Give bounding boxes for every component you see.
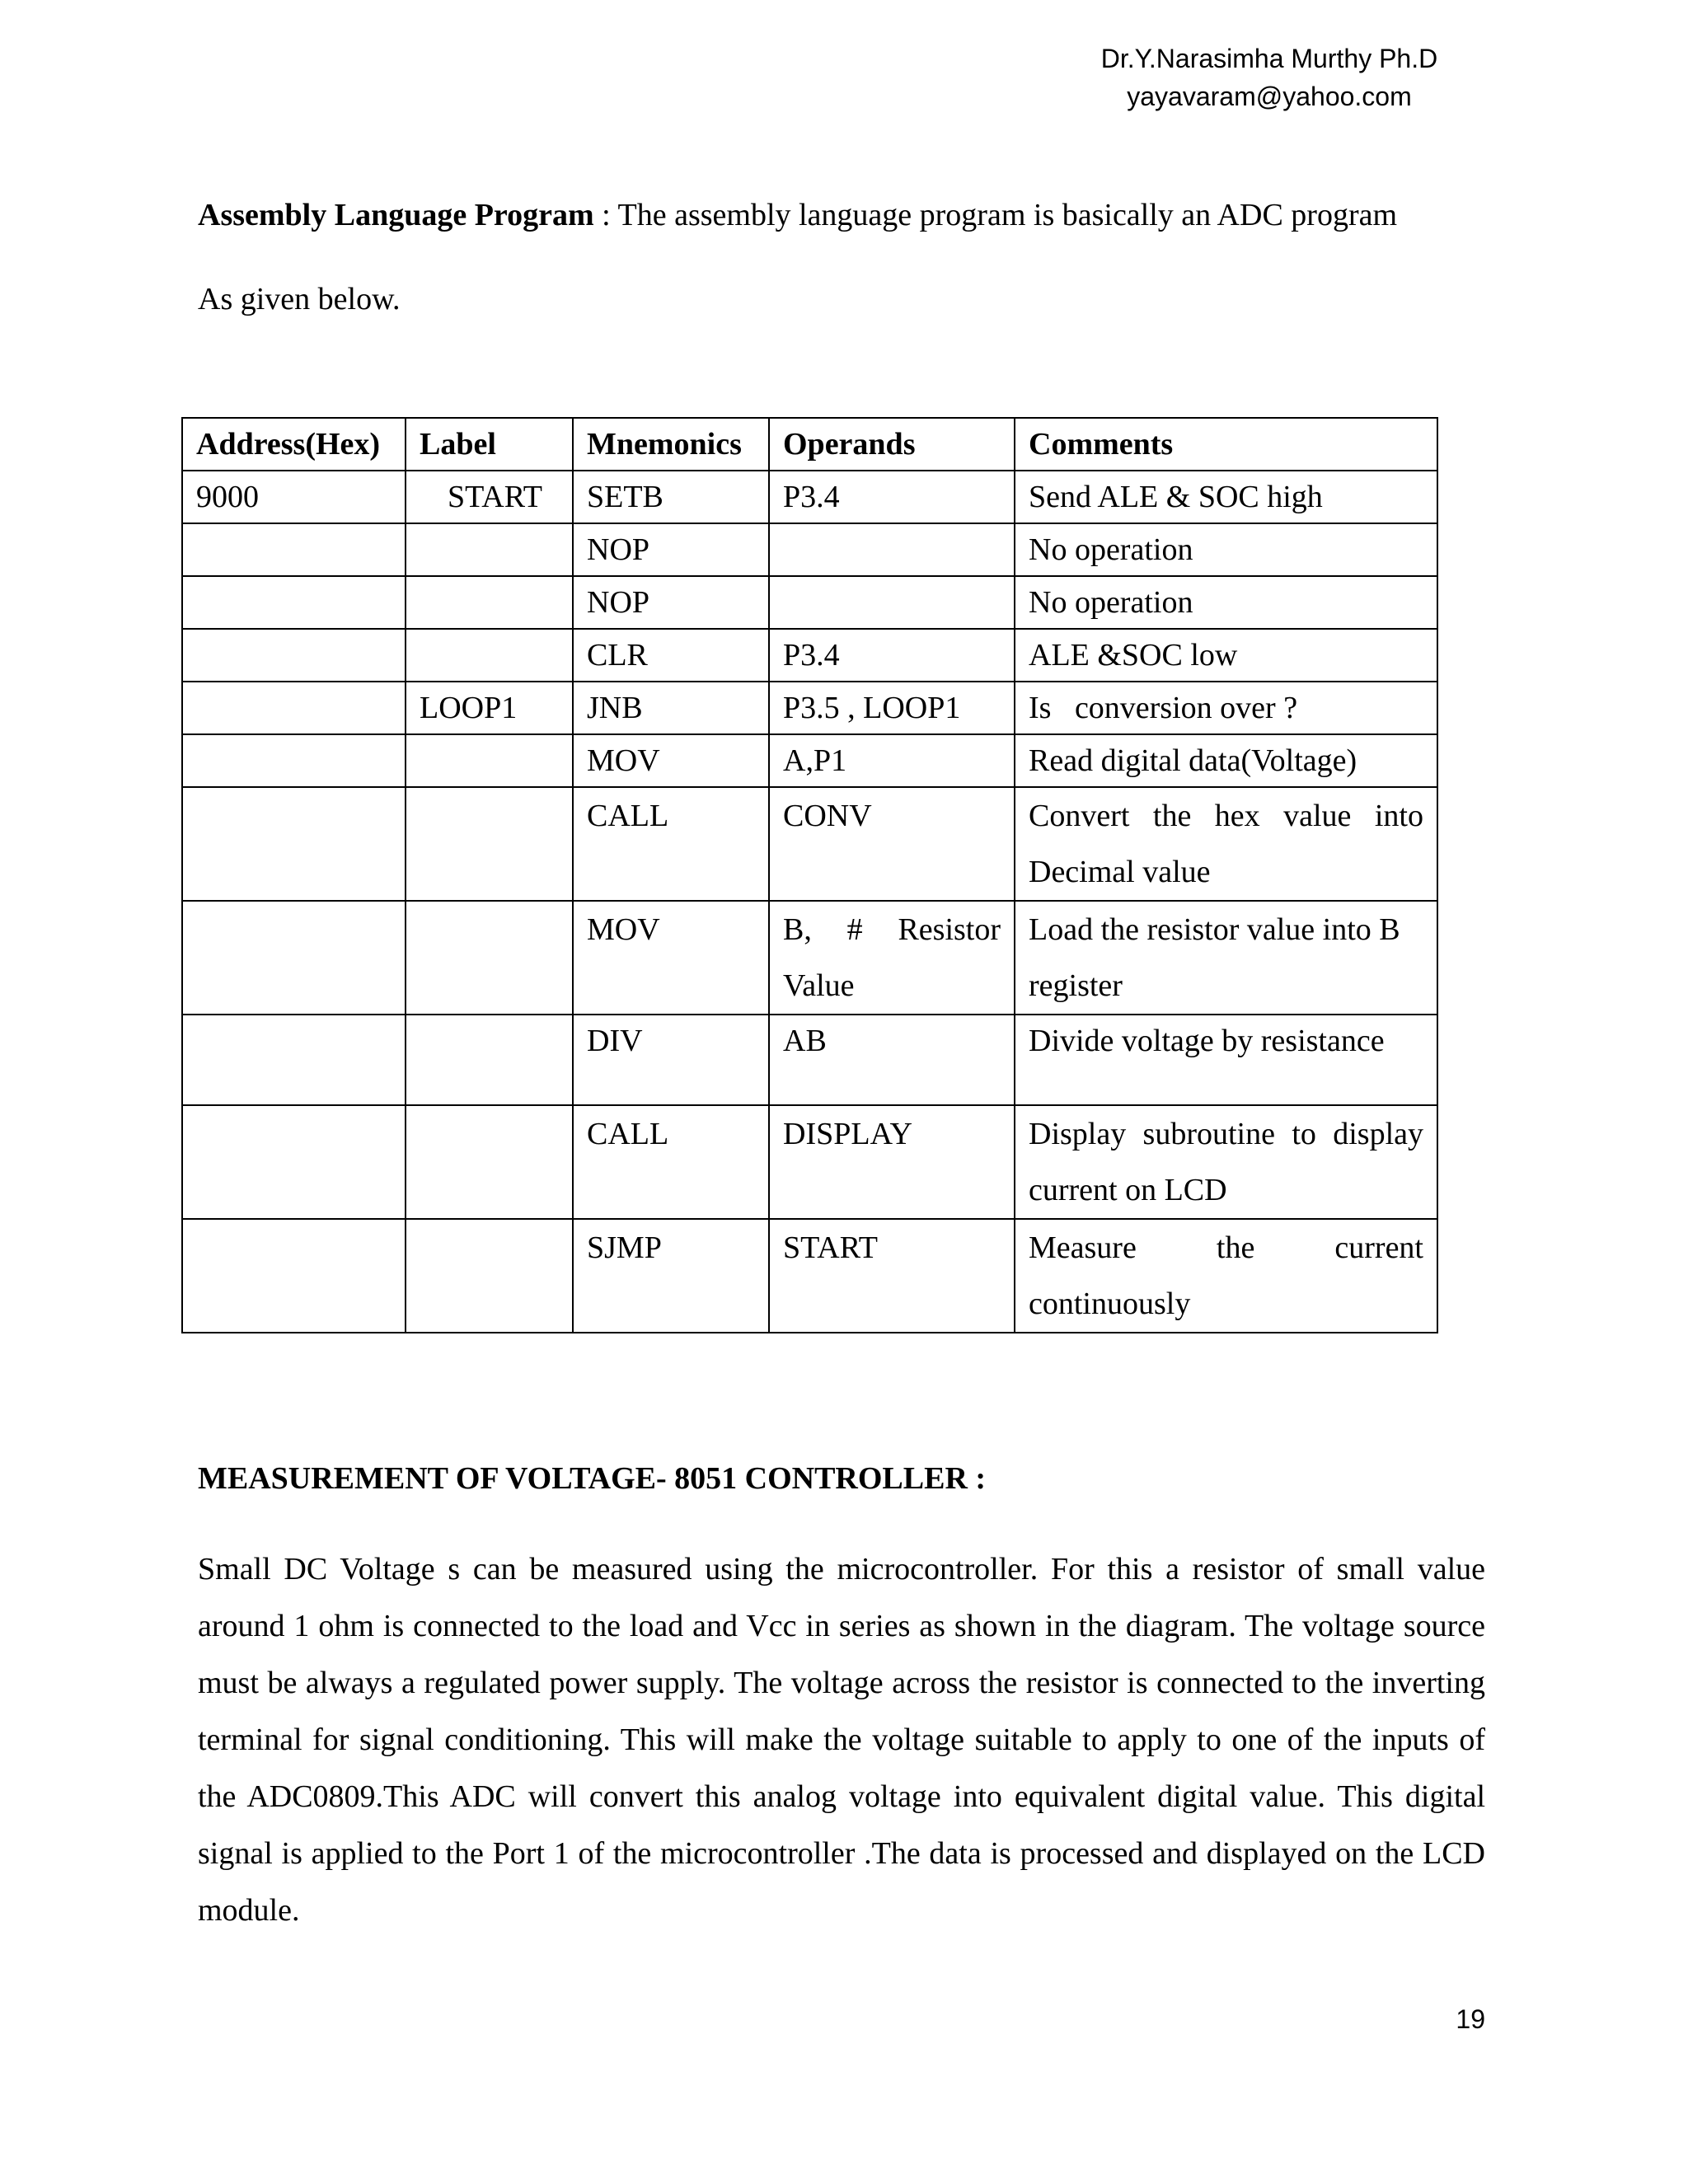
- label-cell: [406, 787, 573, 901]
- comment-cell: Display subroutine to display current on LCD: [1015, 1105, 1437, 1219]
- table-row: [182, 629, 1437, 682]
- address-cell: [182, 523, 406, 576]
- table-row: [182, 471, 1437, 523]
- address-cell: 9000: [182, 471, 406, 523]
- table-row: [182, 734, 1437, 787]
- operand-cell: P3.5 , LOOP1: [769, 682, 1015, 734]
- operand-cell: CONV: [769, 787, 1015, 901]
- label-cell: [406, 901, 573, 1015]
- label-cell: [406, 523, 573, 576]
- table-row: [182, 1105, 1437, 1219]
- intro-paragraph: [198, 191, 1484, 239]
- mnemonic-cell: CLR: [573, 629, 769, 682]
- page-number: 19: [1456, 2004, 1485, 2034]
- address-cell: [182, 629, 406, 682]
- table-row: [182, 682, 1437, 734]
- column-header-comments: Comments: [1015, 418, 1437, 471]
- column-header-mnemonics: Mnemonics: [573, 418, 769, 471]
- mnemonic-cell: SETB: [573, 471, 769, 523]
- comment-cell: No operation: [1015, 576, 1437, 629]
- label-cell: [406, 734, 573, 787]
- address-cell: [182, 682, 406, 734]
- column-header-operands: Operands: [769, 418, 1015, 471]
- table-row: [182, 901, 1437, 1015]
- table-row: [182, 1219, 1437, 1333]
- label-cell: [406, 1105, 573, 1219]
- address-cell: [182, 734, 406, 787]
- comment-cell: No operation: [1015, 523, 1437, 576]
- address-cell: [182, 901, 406, 1015]
- label-cell: [406, 576, 573, 629]
- section-heading: MEASUREMENT OF VOLTAGE- 8051 CONTROLLER :: [198, 1461, 987, 1496]
- author-name: Dr.Y.Narasimha Murthy Ph.D: [1100, 44, 1438, 73]
- operand-cell: START: [769, 1219, 1015, 1333]
- mnemonic-cell: MOV: [573, 734, 769, 787]
- table-row: [182, 1015, 1437, 1105]
- page-header: [1022, 40, 1517, 115]
- comment-cell: Measure the current continuously: [1015, 1219, 1437, 1333]
- comment-cell: Divide voltage by resistance: [1015, 1015, 1437, 1105]
- section-paragraph: Small DC Voltage s can be measured using the microcontroller. For this a resistor of small value around 1 ohm is connected to the load and Vcc in series as shown in the diagram. The voltage source must be always a regulated power supply. The voltage across the resistor is connected to the inverting terminal for signal conditioning. This will make the voltage suitable to apply to one of the inputs of the ADC0809.This ADC will convert this analog voltage into equivalent digital value. This digital signal is applied to the Port 1 of the microcontroller .The data is processed and displayed on the LCD module.: [198, 1552, 1485, 1928]
- address-cell: [182, 1105, 406, 1219]
- column-header-address: Address(Hex): [182, 418, 406, 471]
- mnemonic-cell: MOV: [573, 901, 769, 1015]
- comment-cell: Is conversion over ?: [1015, 682, 1437, 734]
- mnemonic-cell: JNB: [573, 682, 769, 734]
- comment-cell: Read digital data(Voltage): [1015, 734, 1437, 787]
- operand-cell: AB: [769, 1015, 1015, 1105]
- intro-text: : The assembly language program is basically an ADC program: [593, 198, 1398, 232]
- address-cell: [182, 1015, 406, 1105]
- address-cell: [182, 1219, 406, 1333]
- comment-cell: Convert the hex value into Decimal value: [1015, 787, 1437, 901]
- comment-cell: Send ALE & SOC high: [1015, 471, 1437, 523]
- operand-cell: B, # Resistor Value: [769, 901, 1015, 1015]
- operand-cell: P3.4: [769, 471, 1015, 523]
- intro-heading: Assembly Language Program: [198, 198, 594, 232]
- assembly-program-table: [181, 417, 1438, 1333]
- table-row: [182, 523, 1437, 576]
- operand-cell: [769, 523, 1015, 576]
- label-cell: [406, 1015, 573, 1105]
- column-header-label: Label: [406, 418, 573, 471]
- table-header-row: [182, 418, 1437, 471]
- mnemonic-cell: SJMP: [573, 1219, 769, 1333]
- table-row: [182, 576, 1437, 629]
- operand-cell: A,P1: [769, 734, 1015, 787]
- operand-cell: P3.4: [769, 629, 1015, 682]
- label-cell: LOOP1: [406, 682, 573, 734]
- operand-cell: DISPLAY: [769, 1105, 1015, 1219]
- intro-paragraph-continued: As given below.: [198, 282, 401, 316]
- address-cell: [182, 787, 406, 901]
- comment-cell: Load the resistor value into B register: [1015, 901, 1437, 1015]
- mnemonic-cell: NOP: [573, 576, 769, 629]
- author-email: yayavaram@yahoo.com: [1127, 82, 1412, 111]
- address-cell: [182, 576, 406, 629]
- label-cell: [406, 1219, 573, 1333]
- mnemonic-cell: DIV: [573, 1015, 769, 1105]
- mnemonic-cell: CALL: [573, 787, 769, 901]
- table-row: [182, 787, 1437, 901]
- label-cell: [406, 629, 573, 682]
- comment-cell: ALE &SOC low: [1015, 629, 1437, 682]
- mnemonic-cell: NOP: [573, 523, 769, 576]
- operand-cell: [769, 576, 1015, 629]
- label-cell: START: [406, 471, 573, 523]
- mnemonic-cell: CALL: [573, 1105, 769, 1219]
